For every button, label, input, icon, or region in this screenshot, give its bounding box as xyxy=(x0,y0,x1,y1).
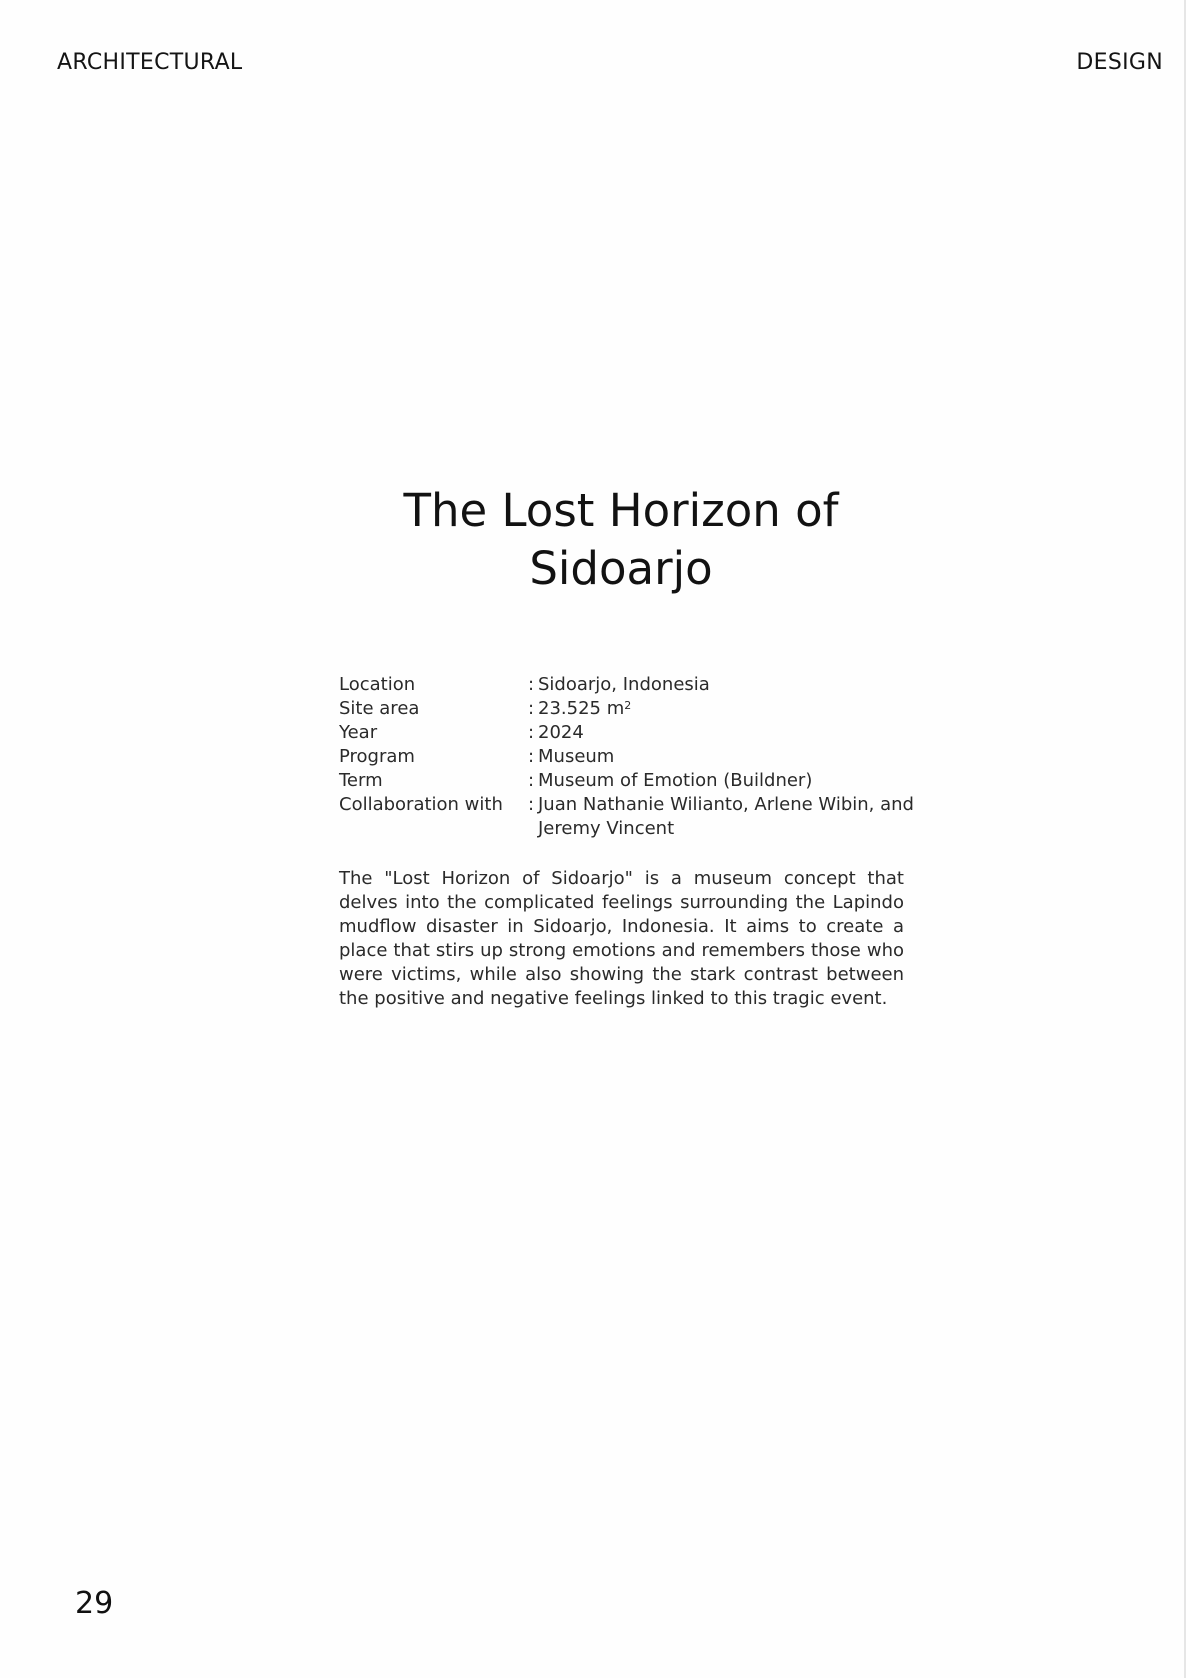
detail-row-location xyxy=(339,673,919,697)
detail-label: Location xyxy=(339,674,416,695)
detail-value-text: Sidoarjo, Indonesia xyxy=(538,674,710,695)
detail-value: : 23.525 $m^2$ xyxy=(528,698,632,719)
detail-value-text: 2024 xyxy=(538,722,584,743)
detail-label: Site area xyxy=(339,698,420,719)
detail-row-year xyxy=(339,721,919,745)
detail-value-text: 23.525 m xyxy=(538,698,625,719)
detail-value: : Juan Nathanie Wilianto, Arlene Wibin, and Jeremy Vincent xyxy=(528,794,914,839)
detail-value-text: Museum xyxy=(538,746,615,767)
detail-row-site-area xyxy=(339,697,919,721)
detail-label: Year xyxy=(339,722,378,743)
header-category-label: DESIGN xyxy=(1076,50,1163,75)
detail-label: Program xyxy=(339,746,415,767)
project-title-line-2: Sidoarjo xyxy=(529,542,713,595)
header-section-label: ARCHITECTURAL xyxy=(57,50,243,75)
detail-value-text: Museum of Emotion (Buildner) xyxy=(538,770,813,791)
unit-superscript: 2 xyxy=(624,699,632,712)
detail-label: Term xyxy=(339,770,383,791)
detail-value: : 2024 xyxy=(528,722,584,743)
detail-row-program xyxy=(339,745,919,769)
detail-row-collaboration xyxy=(339,793,919,841)
project-title-line-1: The Lost Horizon of xyxy=(403,484,839,537)
page-number: 29 xyxy=(75,1586,114,1621)
project-details xyxy=(339,673,919,841)
detail-label: Collaboration with xyxy=(339,794,503,815)
detail-value: : Sidoarjo, Indonesia xyxy=(528,674,710,695)
detail-value: : Museum xyxy=(528,746,615,767)
project-title xyxy=(0,482,1186,598)
detail-value-text: Juan Nathanie Wilianto, Arlene Wibin, and Jeremy Vincent xyxy=(538,794,914,839)
project-description: The "Lost Horizon of Sidoarjo" is a museum concept that delves into the complicated feelings surrounding the Lapindo mudflow disaster in Sidoarjo, Indonesia. It aims to create a place that stirs up strong emotions and remembers those who were victims, while also showing the stark contrast between the positive and negative feelings linked to this tragic event. xyxy=(339,868,904,1009)
detail-row-term xyxy=(339,769,919,793)
detail-value: : Museum of Emotion (Buildner) xyxy=(528,770,813,791)
